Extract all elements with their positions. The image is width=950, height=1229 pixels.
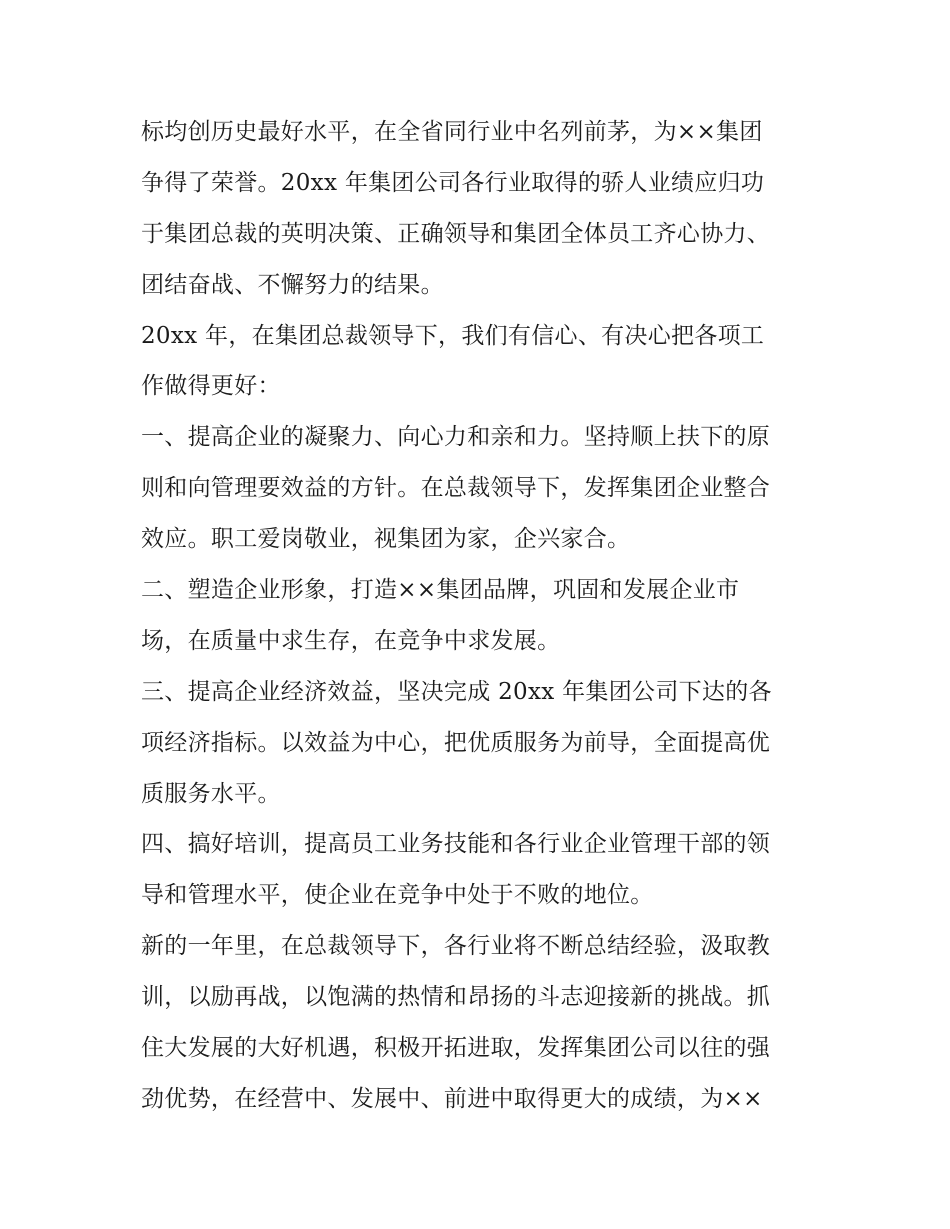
text-line: 训，以励再战，以饱满的热情和昂扬的斗志迎接新的挑战。抓 — [141, 984, 771, 1011]
document-body — [141, 107, 821, 1125]
text-line: 于集团总裁的英明决策、正确领导和集团全体员工齐心协力、 — [141, 220, 771, 247]
text-line: 项经济指标。以效益为中心，把优质服务为前导，全面提高优 — [141, 729, 771, 756]
text-line: 新的一年里，在总裁领导下，各行业将不断总结经验，汲取教 — [141, 933, 771, 960]
text-line: 住大发展的大好机遇，积极开拓进取，发挥集团公司以往的强 — [141, 1035, 771, 1062]
text-line: 作做得更好： — [141, 373, 281, 400]
text-line: 劲优势，在经营中、发展中、前进中取得更大的成绩，为×× — [141, 1085, 763, 1112]
text-line: 标均创历史最好水平，在全省同行业中名列前茅，为××集团 — [141, 119, 763, 145]
text-line: 则和向管理要效益的方针。在总裁领导下，发挥集团企业整合 — [141, 475, 771, 502]
text-line: 一、提高企业的凝聚力、向心力和亲和力。坚持顺上扶下的原 — [141, 424, 771, 451]
text-line: 质服务水平。 — [141, 780, 281, 807]
text-line: 二、塑造企业形象，打造××集团品牌，巩固和发展企业市 — [141, 577, 740, 604]
text-line: 导和管理水平，使企业在竞争中处于不败的地位。 — [141, 882, 654, 909]
text-line: 场，在质量中求生存，在竞争中求发展。 — [141, 627, 561, 654]
text-line: 争得了荣誉。20xx 年集团公司各行业取得的骄人业绩应归功 — [141, 169, 765, 196]
text-line: 三、提高企业经济效益，坚决完成 20xx 年集团公司下达的各 — [141, 678, 772, 705]
text-line: 团结奋战、不懈努力的结果。 — [141, 271, 444, 298]
text-line: 20xx 年，在集团总裁领导下，我们有信心、有决心把各项工 — [141, 322, 765, 349]
text-line: 四、搞好培训，提高员工业务技能和各行业企业管理干部的领 — [141, 831, 771, 858]
text-line: 效应。职工爱岗敬业，视集团为家，企兴家合。 — [141, 526, 631, 553]
